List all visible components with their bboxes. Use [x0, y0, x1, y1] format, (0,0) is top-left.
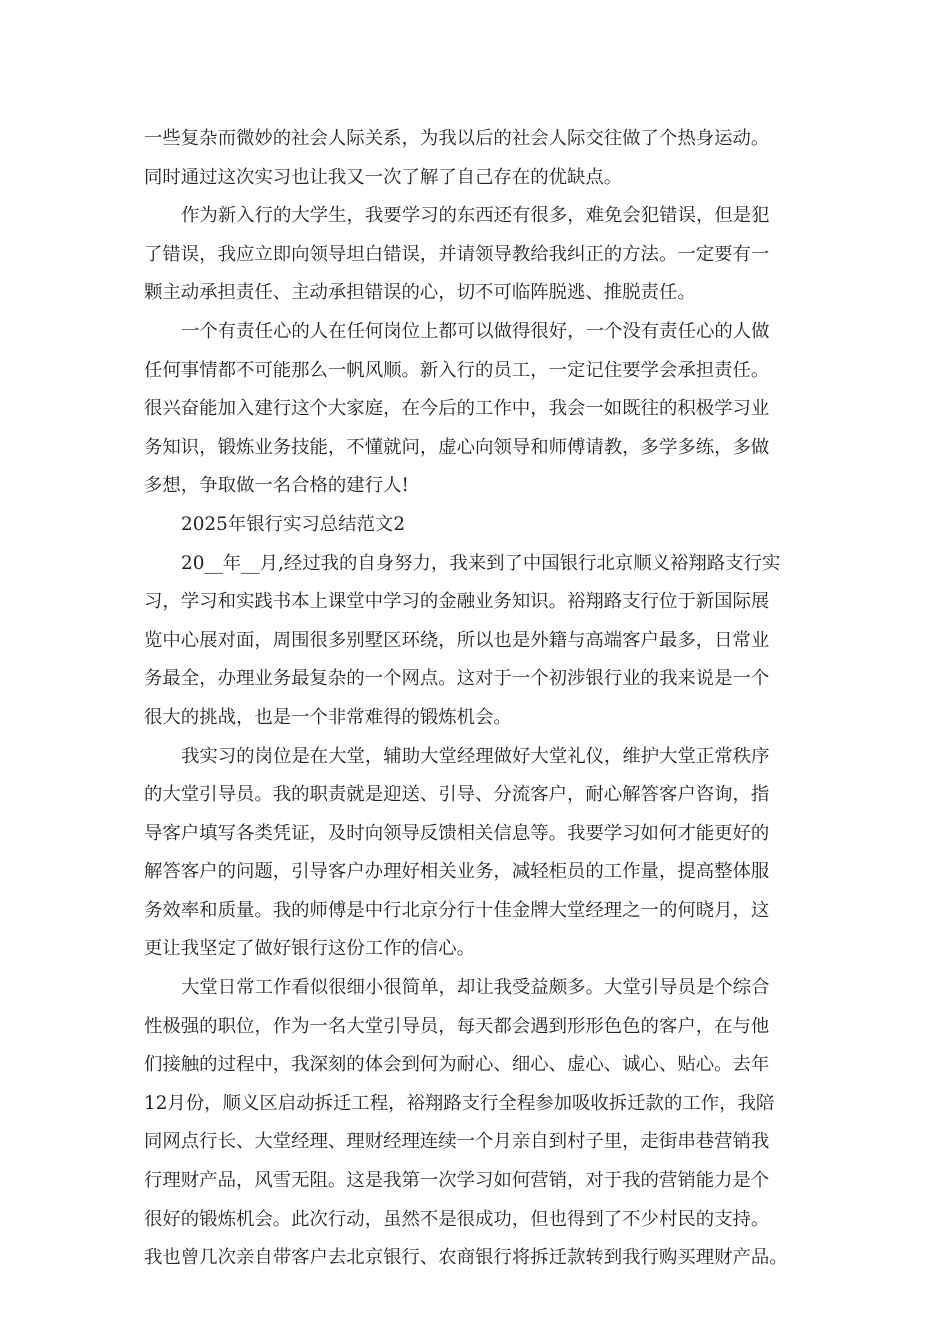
- text-line: 12月份，顺义区启动拆迁工程，裕翔路支行全程参加吸收拆迁款的工作，我陪: [144, 1092, 775, 1114]
- text-line: 同网点行长、大堂经理、理财经理连续一个月亲自到村子里，走街串巷营销我: [144, 1131, 770, 1153]
- text-line: 颗主动承担责任、主动承担错误的心，切不可临阵脱逃、推脱责任。: [144, 282, 696, 304]
- text-line: 多想，争取做一名合格的建行人!: [144, 475, 409, 497]
- text-line: 了错误，我应立即向领导坦白错误，并请领导教给我纠正的方法。一定要有一: [144, 243, 770, 265]
- text-line: 导客户填写各类凭证，及时向领导反馈相关信息等。我要学习如何才能更好的: [144, 822, 770, 844]
- text-line: 一个有责任心的人在任何岗位上都可以做得很好，一个没有责任心的人做: [181, 320, 770, 342]
- text-line: 2025年银行实习总结范文2: [181, 513, 406, 535]
- text-line: 一些复杂而微妙的社会人际关系，为我以后的社会人际交往做了个热身运动。: [144, 128, 770, 149]
- text-line: 大堂日常工作看似很细小很简单，却让我受益颇多。大堂引导员是个综合: [181, 977, 770, 999]
- text-line: 们接触的过程中，我深刻的体会到何为耐心、细心、虚心、诚心、贴心。去年: [144, 1054, 770, 1076]
- text-line: 作为新入行的大学生，我要学习的东西还有很多，难免会犯错误，但是犯: [181, 205, 770, 227]
- text-line: 务效率和质量。我的师傅是中行北京分行十佳金牌大堂经理之一的何晓月，这: [144, 899, 770, 921]
- text-line: 性极强的职位，作为一名大堂引导员，每天都会遇到形形色色的客户，在与他: [144, 1015, 770, 1037]
- text-line: 解答客户的问题，引导客户办理好相关业务，减轻柜员的工作量，提高整体服: [144, 861, 770, 883]
- text-line: 务最全，办理业务最复杂的一个网点。这对于一个初涉银行业的我来说是一个: [144, 668, 770, 690]
- text-line: 很兴奋能加入建行这个大家庭，在今后的工作中，我会一如既往的积极学习业: [144, 398, 770, 420]
- text-line: 行理财产品，风雪无阻。这是我第一次学习如何营销，对于我的营销能力是个: [144, 1170, 770, 1192]
- text-line: 同时通过这次实习也让我又一次了解了自己存在的优缺点。: [144, 166, 623, 188]
- text-line: 习，学习和实践书本上课堂中学习的金融业务知识。裕翔路支行位于新国际展: [144, 591, 770, 613]
- text-line: 览中心展对面，周围很多别墅区环绕，所以也是外籍与高端客户最多，日常业: [144, 629, 770, 651]
- text-line: 我也曾几次亲自带客户去北京银行、农商银行将拆迁款转到我行购买理财产品。: [144, 1247, 788, 1269]
- document-body: [144, 120, 810, 1278]
- text-line: 务知识，锻炼业务技能，不懂就问，虚心向领导和师傅请教，多学多练，多做: [144, 436, 770, 458]
- text-line: 20__年__月,经过我的自身努力，我来到了中国银行北京顺义裕翔路支行实: [181, 552, 781, 574]
- text-line: 更让我坚定了做好银行这份工作的信心。: [144, 938, 476, 960]
- text-line: 我实习的岗位是在大堂，辅助大堂经理做好大堂礼仪，维护大堂正常秩序: [181, 745, 770, 767]
- text-line: 很好的锻炼机会。此次行动，虽然不是很成功，但也得到了不少村民的支持。: [144, 1208, 770, 1230]
- text-line: 任何事情都不可能那么一帆风顺。新入行的员工，一定记住要学会承担责任。: [144, 359, 770, 381]
- text-line: 的大堂引导员。我的职责就是迎送、引导、分流客户，耐心解答客户咨询，指: [144, 784, 770, 806]
- text-line: 很大的挑战，也是一个非常难得的锻炼机会。: [144, 706, 512, 728]
